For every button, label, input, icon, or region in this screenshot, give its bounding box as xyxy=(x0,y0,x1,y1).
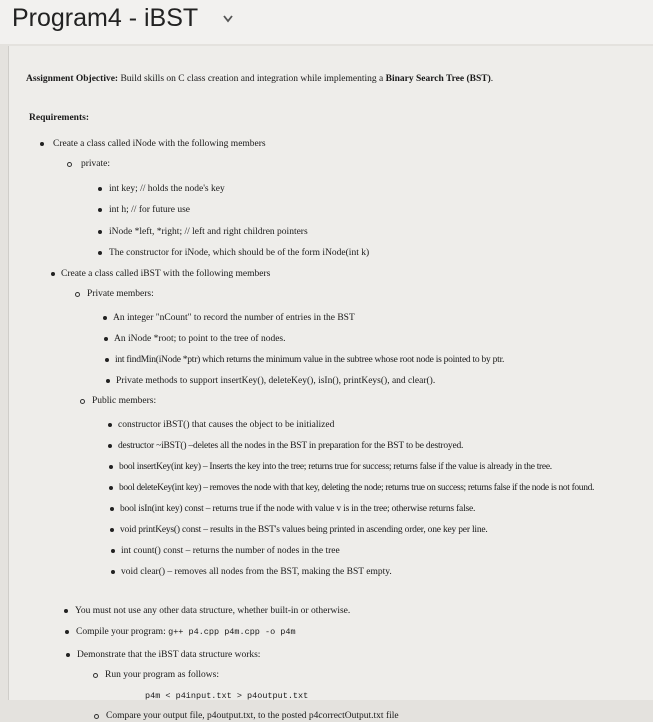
bullet xyxy=(110,528,114,532)
ibst-public-item: bool isIn(int key) const – returns true if the node with value v is in the tree; otherwise returns false. xyxy=(120,504,476,514)
bullet xyxy=(109,486,113,490)
bullet xyxy=(108,444,112,448)
inode-item: int key; // holds the node's key xyxy=(109,184,225,194)
run-command: p4m < p4input.txt > p4output.txt xyxy=(145,691,309,701)
ibst-class-item: Create a class called iBST with the following members xyxy=(61,269,271,279)
bullet xyxy=(103,316,107,320)
inode-item: iNode *left, *right; // left and right children pointers xyxy=(109,227,308,237)
bullet xyxy=(40,142,44,146)
bullet xyxy=(98,251,102,255)
ibst-private-item: An iNode *root; to point to the tree of nodes. xyxy=(114,334,286,344)
ibst-private-item: int findMin(iNode *ptr) which returns the minimum value in the subtree whose root node is pointed to by ptr. xyxy=(115,355,505,365)
ibst-public-item: bool insertKey(int key) – Inserts the key into the tree; returns true for success; returns false if the value is already in the tree. xyxy=(119,462,552,472)
bullet xyxy=(108,423,112,427)
bullet xyxy=(111,570,115,574)
ibst-private-label: Private members: xyxy=(87,289,154,299)
circle-bullet xyxy=(75,292,80,297)
ibst-public-item: bool deleteKey(int key) – removes the node with that key, deleting the node; returns true on success; returns false if the node is not found. xyxy=(119,483,595,493)
inode-item: The constructor for iNode, which should be of the form iNode(int k) xyxy=(109,248,370,258)
run-label: Run your program as follows: xyxy=(105,670,219,680)
bullet xyxy=(65,630,69,634)
circle-bullet xyxy=(67,162,72,167)
inode-private-label: private: xyxy=(81,159,111,169)
page-title: Program4 - iBST xyxy=(12,4,199,32)
bullet xyxy=(51,272,55,276)
bullet xyxy=(104,337,108,341)
ibst-public-item: destructor ~iBST() –deletes all the nodes in the BST in preparation for the BST to be destroyed. xyxy=(118,441,464,451)
ibst-public-item: void printKeys() const – results in the BST's values being printed in ascending order, one key per line. xyxy=(120,525,488,535)
compile-command: g++ p4.cpp p4m.cpp -o p4m xyxy=(168,627,296,637)
ibst-public-item: void clear() – removes all nodes from the BST, making the BST empty. xyxy=(121,567,392,577)
compile-label: Compile your program: xyxy=(76,627,169,637)
circle-bullet xyxy=(93,673,98,678)
bullet xyxy=(110,507,114,511)
objective-text: Build skills on C class creation and integration while implementing a xyxy=(118,74,386,84)
bullet xyxy=(98,187,102,191)
ibst-public-label: Public members: xyxy=(92,396,157,406)
circle-bullet xyxy=(80,399,85,404)
bullet xyxy=(64,609,68,613)
inode-class-item: Create a class called iNode with the following members xyxy=(53,139,266,149)
objective-end: . xyxy=(490,74,494,84)
compare-note: Compare your output file, p4output.txt, to the posted p4correctOutput.txt file xyxy=(106,711,399,721)
bullet xyxy=(98,230,102,234)
chevron-down-icon[interactable] xyxy=(222,14,234,24)
bullet xyxy=(105,358,109,362)
objective-bold: Binary Search Tree (BST) xyxy=(385,74,491,84)
demonstrate-note: Demonstrate that the iBST data structure works: xyxy=(77,650,261,660)
assignment-document xyxy=(8,46,653,721)
ibst-public-item: int count() const – returns the number of nodes in the tree xyxy=(121,546,340,556)
ibst-private-item: Private methods to support insertKey(), deleteKey(), isIn(), printKeys(), and clear(). xyxy=(116,376,436,386)
requirements-heading: Requirements: xyxy=(29,113,89,123)
bullet xyxy=(106,379,110,383)
no-other-ds-note: You must not use any other data structure, whether built-in or otherwise. xyxy=(75,606,351,616)
bullet xyxy=(66,653,70,657)
bullet xyxy=(98,208,102,212)
ibst-private-item: An integer "nCount" to record the number of entries in the BST xyxy=(113,313,355,323)
title-bar xyxy=(0,0,653,44)
inode-item: int h; // for future use xyxy=(109,205,190,215)
compile-note xyxy=(76,626,296,638)
objective-line xyxy=(26,73,493,85)
bullet xyxy=(109,465,113,469)
bullet xyxy=(111,549,115,553)
circle-bullet xyxy=(94,714,99,719)
objective-label: Assignment Objective: xyxy=(26,74,119,84)
ibst-public-item: constructor iBST() that causes the object to be initialized xyxy=(118,420,335,430)
